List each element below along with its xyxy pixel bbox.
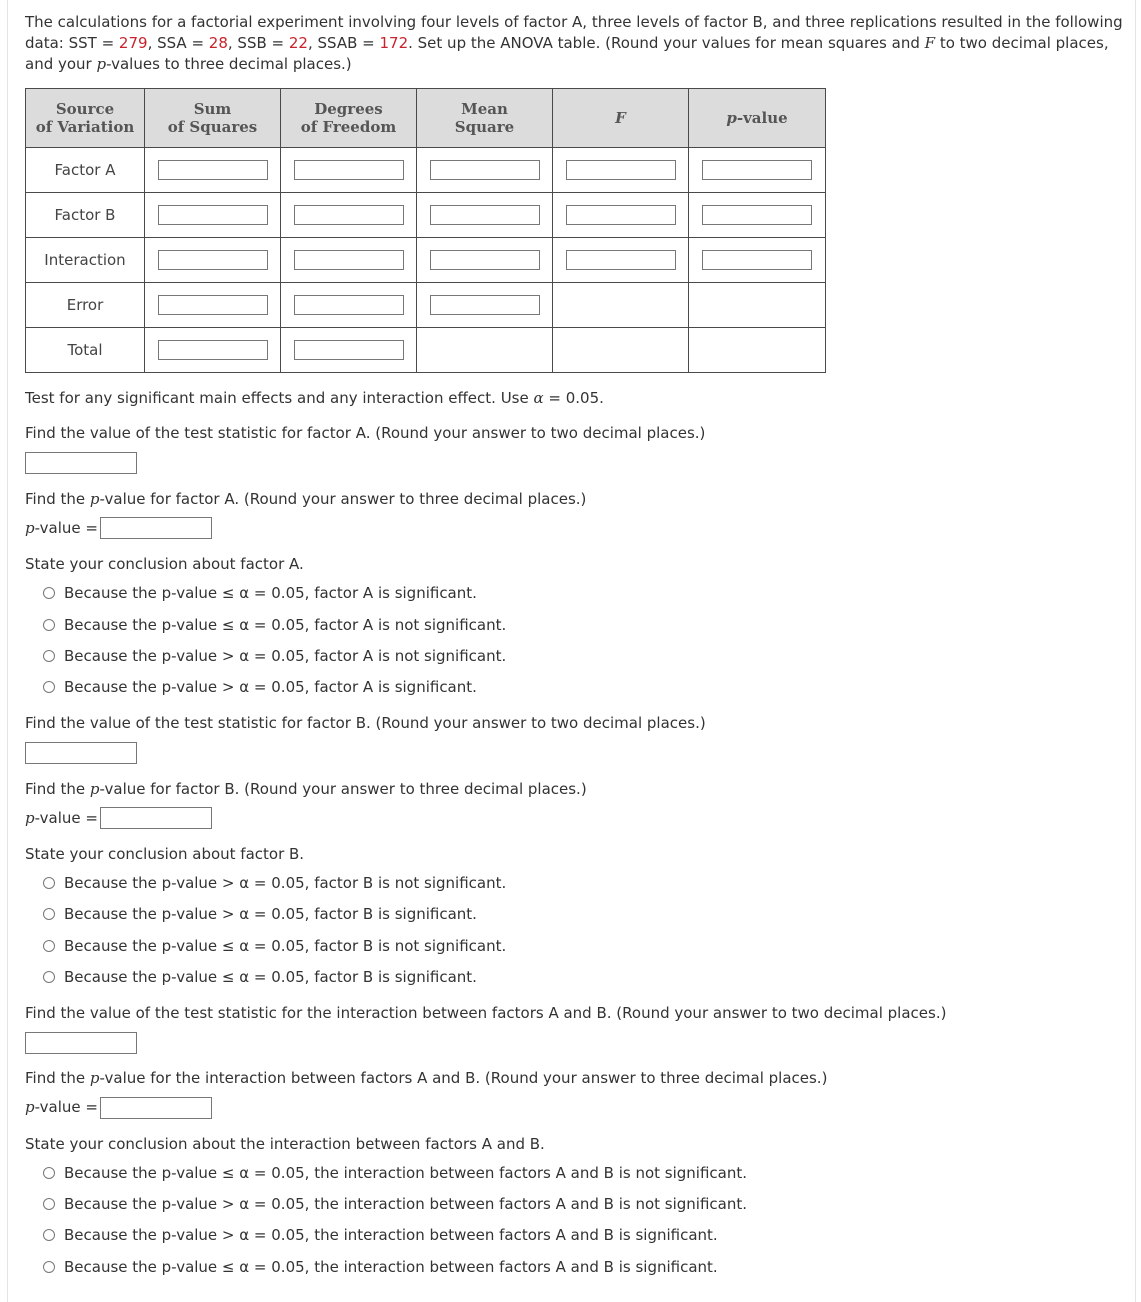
factor-b-conclusion-question: State your conclusion about factor B. [25, 845, 305, 863]
radio-icon[interactable] [43, 1229, 55, 1241]
ss-error-input[interactable] [158, 295, 268, 315]
empty-cell [417, 328, 553, 373]
factor-b-option-4[interactable]: Because the p-value ≤ α = 0.05, factor B is significant. [43, 967, 477, 987]
radio-icon[interactable] [43, 877, 55, 889]
interaction-option-4[interactable]: Because the p-value ≤ α = 0.05, the interaction between factors A and B is significant. [43, 1257, 718, 1277]
ms-factor-b-input[interactable] [430, 205, 540, 225]
interaction-conclusion-question: State your conclusion about the interaction between factors A and B. [25, 1135, 545, 1153]
factor-b-stat-question: Find the value of the test statistic for factor B. (Round your answer to two decimal places.) [25, 714, 706, 732]
radio-icon[interactable] [43, 1261, 55, 1273]
factor-b-pvalue-input[interactable] [100, 807, 212, 829]
empty-cell [553, 283, 689, 328]
ms-interaction-input[interactable] [430, 250, 540, 270]
ss-total-input[interactable] [158, 340, 268, 360]
interaction-pvalue-label: p-value = [25, 1098, 98, 1116]
row-label: Factor A [26, 148, 145, 193]
df-total-input[interactable] [294, 340, 404, 360]
header-f: F [553, 89, 689, 148]
f-factor-a-input[interactable] [566, 160, 676, 180]
radio-icon[interactable] [43, 587, 55, 599]
factor-a-option-1[interactable]: Because the p-value ≤ α = 0.05, factor A is significant. [43, 583, 477, 603]
empty-cell [689, 328, 826, 373]
p-interaction-input[interactable] [702, 250, 812, 270]
header-degrees-of-freedom: Degrees of Freedom [281, 89, 417, 148]
header-source: Source of Variation [26, 89, 145, 148]
interaction-option-1[interactable]: Because the p-value ≤ α = 0.05, the interaction between factors A and B is not significant. [43, 1163, 747, 1183]
row-factor-b [26, 193, 826, 238]
factor-b-stat-input[interactable] [25, 742, 137, 764]
ssa-value: 28 [208, 34, 228, 52]
factor-a-conclusion-question: State your conclusion about factor A. [25, 555, 304, 573]
empty-cell [689, 283, 826, 328]
problem-statement: The calculations for a factorial experiment involving four levels of factor A, three levels of factor B, and three replications resulted in the following data: SST = 279, SSA = 28, SSB = 22, SSAB = 172. Set up the ANOVA table. (Round your values for mean squares and F to two decimal places, and your p-values to three decimal places.) [25, 13, 1123, 73]
row-factor-a [26, 148, 826, 193]
factor-b-option-3[interactable]: Because the p-value ≤ α = 0.05, factor B is not significant. [43, 936, 506, 956]
ms-factor-a-input[interactable] [430, 160, 540, 180]
interaction-pvalue-input[interactable] [100, 1097, 212, 1119]
test-instructions: Test for any significant main effects and any interaction effect. Use α = 0.05. [25, 389, 604, 407]
factor-a-option-2[interactable]: Because the p-value ≤ α = 0.05, factor A is not significant. [43, 615, 506, 635]
f-factor-b-input[interactable] [566, 205, 676, 225]
anova-table [25, 88, 826, 373]
df-interaction-input[interactable] [294, 250, 404, 270]
factor-a-option-4[interactable]: Because the p-value > α = 0.05, factor A is significant. [43, 677, 477, 697]
row-interaction [26, 238, 826, 283]
factor-b-pvalue-label: p-value = [25, 809, 98, 827]
row-label: Interaction [26, 238, 145, 283]
ss-interaction-input[interactable] [158, 250, 268, 270]
p-factor-a-input[interactable] [702, 160, 812, 180]
ssb-value: 22 [288, 34, 308, 52]
row-label: Total [26, 328, 145, 373]
radio-icon[interactable] [43, 1167, 55, 1179]
factor-b-option-1[interactable]: Because the p-value > α = 0.05, factor B is not significant. [43, 873, 506, 893]
header-sum-of-squares: Sum of Squares [145, 89, 281, 148]
df-factor-b-input[interactable] [294, 205, 404, 225]
factor-b-option-2[interactable]: Because the p-value > α = 0.05, factor B is significant. [43, 904, 477, 924]
question-content [25, 12, 1135, 1276]
header-p-value: p-value [689, 89, 826, 148]
sst-value: 279 [118, 34, 148, 52]
ss-factor-b-input[interactable] [158, 205, 268, 225]
radio-icon[interactable] [43, 1198, 55, 1210]
factor-a-pvalue-input[interactable] [100, 517, 212, 539]
interaction-stat-input[interactable] [25, 1032, 137, 1054]
factor-a-stat-input[interactable] [25, 452, 137, 474]
interaction-option-2[interactable]: Because the p-value > α = 0.05, the interaction between factors A and B is not significant. [43, 1194, 747, 1214]
interaction-pvalue-question: Find the p-value for the interaction between factors A and B. (Round your answer to three decimal places.) [25, 1069, 828, 1087]
radio-icon[interactable] [43, 650, 55, 662]
radio-icon[interactable] [43, 940, 55, 952]
interaction-stat-question: Find the value of the test statistic for the interaction between factors A and B. (Round your answer to two decimal places.) [25, 1004, 947, 1022]
p-factor-b-input[interactable] [702, 205, 812, 225]
ssab-value: 172 [379, 34, 409, 52]
factor-b-pvalue-question: Find the p-value for factor B. (Round your answer to three decimal places.) [25, 780, 587, 798]
factor-a-option-3[interactable]: Because the p-value > α = 0.05, factor A is not significant. [43, 646, 506, 666]
df-error-input[interactable] [294, 295, 404, 315]
interaction-option-3[interactable]: Because the p-value > α = 0.05, the interaction between factors A and B is significant. [43, 1225, 718, 1245]
row-total [26, 328, 826, 373]
radio-icon[interactable] [43, 681, 55, 693]
header-mean-square: Mean Square [417, 89, 553, 148]
radio-icon[interactable] [43, 971, 55, 983]
row-label: Error [26, 283, 145, 328]
f-interaction-input[interactable] [566, 250, 676, 270]
ss-factor-a-input[interactable] [158, 160, 268, 180]
factor-a-stat-question: Find the value of the test statistic for factor A. (Round your answer to two decimal places.) [25, 424, 706, 442]
empty-cell [553, 328, 689, 373]
radio-icon[interactable] [43, 619, 55, 631]
row-label: Factor B [26, 193, 145, 238]
factor-a-pvalue-label: p-value = [25, 519, 98, 537]
ms-error-input[interactable] [430, 295, 540, 315]
factor-a-pvalue-question: Find the p-value for factor A. (Round your answer to three decimal places.) [25, 490, 587, 508]
row-error [26, 283, 826, 328]
df-factor-a-input[interactable] [294, 160, 404, 180]
radio-icon[interactable] [43, 908, 55, 920]
